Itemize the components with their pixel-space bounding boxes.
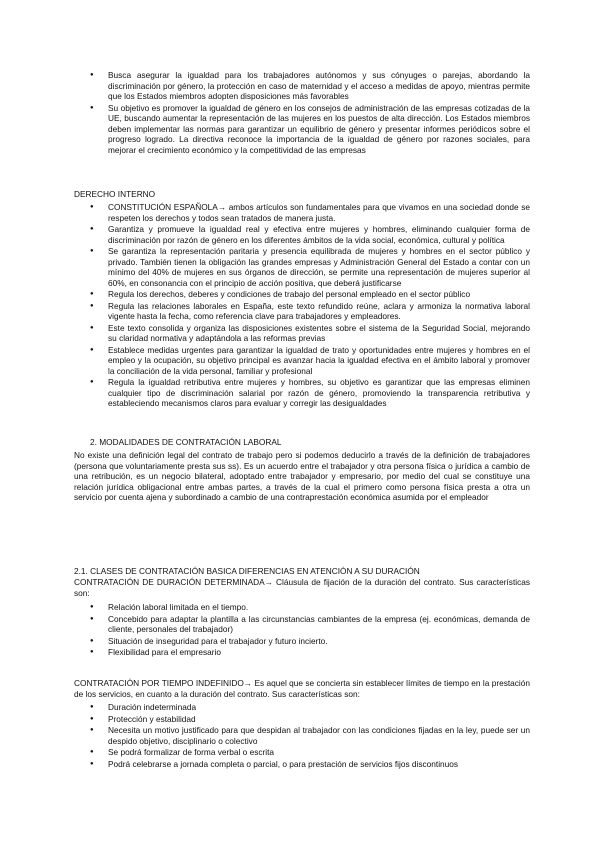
derecho-interno-list [0,202,600,410]
derecho-interno-heading: DERECHO INTERNO [74,189,156,199]
list-item: ● Su objetivo es promover la igualdad de género en los consejos de administración de las empresas cotizadas de la UE, buscando aumentar la representación de las mujeres en los puestos de alta dirección. Los Estados miembros deben implementar las normas para garantizar un equilibrio de género y presentar informes periódicos sobre el progreso logrado. La directiva reconoce la importancia de la igualdad de género por razones sociales, para mejorar el crecimiento económico y la competitividad de las empresas [0,103,600,156]
list-item: ● Establece medidas urgentes para garantizar la igualdad de trato y oportunidades entre mujeres y hombres en el empleo y la ocupación, su objetivo principal es avanzar hacia la igualdad efectiva en el ámbito laboral y promover la conciliación de la vida personal, familiar y profesional [0,345,600,377]
indefinido-intro: CONTRATACIÓN POR TIEMPO INDEFINIDO→ Es aquel que se concierta sin establecer límites de tiempo en la prestación de los servicios, en cuanto a la duración del contrato. Sus características son: [74,678,530,699]
list-item: ● Se podrá formalizar de forma verbal o escrita [0,747,600,758]
list-item: ● CONSTITUCIÓN ESPAÑOLA→ ambos artículos son fundamentales para que vivamos en una sociedad donde se respeten los derechos y todos sean tratados de manera justa. [0,202,600,223]
list-item: ● Busca asegurar la igualdad para los trabajadores autónomos y sus cónyuges o parejas, abordando la discriminación por género, la protección en caso de maternidad y el acceso a medidas de apoyo, mientras permite que los Estados miembros adopten disposiciones más favorables [0,70,600,102]
determinada-intro: CONTRATACIÓN DE DURACIÓN DETERMINADA→ Cláusula de fijación de la duración del contrato. Sus características son: [74,577,530,598]
list-item: ● Podrá celebrarse a jornada completa o parcial, o para prestación de servicios fijos discontinuos [0,759,600,770]
list-item: ● Duración indeterminada [0,702,600,713]
determinada-list [0,602,600,659]
intro-bullet-list [0,70,600,156]
list-item: ● Este texto consolida y organiza las disposiciones existentes sobre el sistema de la Seguridad Social, mejorando su claridad normativa y adaptándola a las reformas previas [0,323,600,344]
indefinido-list [0,702,600,770]
list-item: ● Concebido para adaptar la plantilla a las circunstancias cambiantes de la empresa (ej. económicas, demanda de cliente, personales del trabajador) [0,614,600,635]
list-item: ● Situación de inseguridad para el trabajador y futuro incierto. [0,636,600,647]
list-item: ● Garantiza y promueve la igualdad real y efectiva entre mujeres y hombres, eliminando cualquier forma de discriminación por razón de género en los diferentes ámbitos de la vida social, económica, cultural y política [0,224,600,245]
clases-heading: 2.1. CLASES DE CONTRATACIÓN BASICA DIFERENCIAS EN ATENCIÓN A SU DURACIÓN [74,566,420,576]
modalidades-heading: 2. MODALIDADES DE CONTRATACIÓN LABORAL [90,437,282,447]
list-item: ● Regula las relaciones laborales en España, este texto refundido reúne, aclara y armoniza la normativa laboral vigente hasta la fecha, como referencia clave para trabajadores y empleadores. [0,301,600,322]
list-item: ● Necesita un motivo justificado para que despidan al trabajador con las condiciones fijadas en la ley, puede ser un despido objetivo, disciplinario o colectivo [0,725,600,746]
list-item: ● Regula la igualdad retributiva entre mujeres y hombres, su objetivo es garantizar que las empresas eliminen cualquier tipo de discriminación salarial por razón de género, promoviendo la transparencia retributiva y estableciendo mecanismos claros para evaluar y corregir las desigualdades [0,377,600,409]
list-item: ● Relación laboral limitada en el tiempo. [0,602,600,613]
list-item: ● Regula los derechos, deberes y condiciones de trabajo del personal empleado en el sector público [0,289,600,300]
modalidades-paragraph: No existe una definición legal del contrato de trabajo pero si podemos deducirlo a través de la definición de trabajadores (persona que voluntariamente presta sus ss). Es un acuerdo entre el trabajador y otra persona física o jurídica a cambio de una retribución, es un negocio bilateral, adoptado entre trabajador y empresario, por medio del cual se constituye una relación jurídica obligacional entre ambas partes, a través de la cual el primero como persona física presta a otra un servicio por cuenta ajena y subordinado a cambio de una contraprestación económica asumida por el empleador [74,450,530,502]
list-item: ● Flexibilidad para el empresario [0,647,600,658]
list-item: ● Protección y estabilidad [0,714,600,725]
list-item: ● Se garantiza la representación paritaria y presencia equilibrada de mujeres y hombres en el sector público y privado. También tienen la obligación las grandes empresas y Administración General del Estado a contar con un mínimo del 40% de mujeres en sus órganos de dirección, se permite una representación de mujeres superior al 60%, en consonancia con el principio de acción positiva, que deberá justificarse [0,246,600,288]
